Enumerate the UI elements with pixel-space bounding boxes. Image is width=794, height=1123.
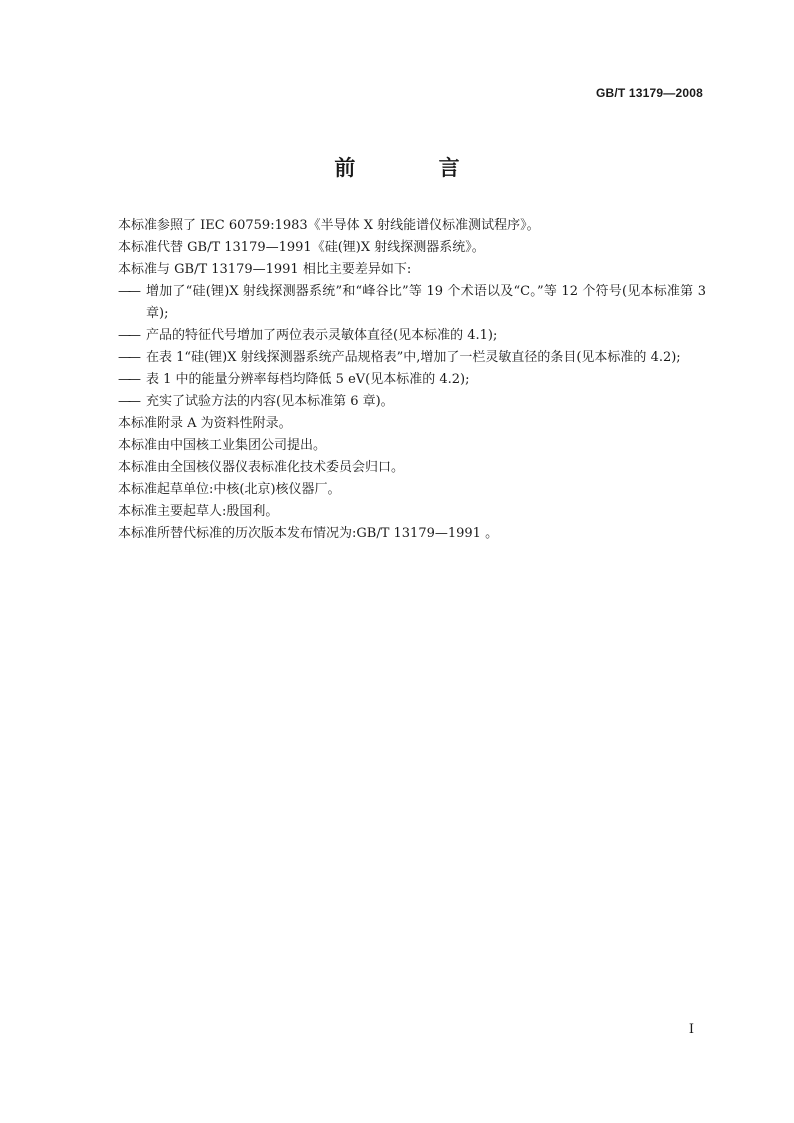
paragraph-committee: 本标准由全国核仪器仪表标准化技术委员会归口。 xyxy=(118,460,405,475)
list-dash: —— xyxy=(118,328,138,343)
list-dash: —— xyxy=(118,350,138,365)
paragraph-drafters: 本标准主要起草人:殷国利。 xyxy=(118,504,279,519)
list-dash: —— xyxy=(118,284,138,299)
paragraph-differences: 本标准与 GB/T 13179—1991 相比主要差异如下: xyxy=(118,262,412,277)
list-item-text: 在表 1“硅(锂)X 射线探测器系统产品规格表”中,增加了一栏灵敏直径的条目(见本标准的 4.2); xyxy=(146,350,681,365)
page-number: I xyxy=(688,1022,694,1037)
paragraph-history: 本标准所替代标准的历次版本发布情况为:GB/T 13179—1991 。 xyxy=(118,526,499,541)
list-item xyxy=(118,281,706,325)
list-item xyxy=(118,325,706,347)
list-item-text: 增加了“硅(锂)X 射线探测器系统”和“峰谷比”等 19 个术语以及“C。”等 12 个符号(见本标准第 3 章); xyxy=(146,284,706,321)
list-item-text: 产品的特征代号增加了两位表示灵敏体直径(见本标准的 4.1); xyxy=(146,328,498,343)
list-item xyxy=(118,347,706,369)
list-dash: —— xyxy=(118,394,138,409)
list-item-text: 表 1 中的能量分辨率每档均降低 5 eV(见本标准的 4.2); xyxy=(146,372,470,387)
standard-code: GB/T 13179—2008 xyxy=(595,86,703,100)
paragraph-drafting-unit: 本标准起草单位:中核(北京)核仪器厂。 xyxy=(118,482,341,497)
paragraph-appendix: 本标准附录 A 为资料性附录。 xyxy=(118,416,292,431)
paragraph-reference: 本标准参照了 IEC 60759:1983《半导体 X 射线能谱仪标准测试程序》。 xyxy=(118,218,540,233)
page-title: 前 言 xyxy=(334,156,498,180)
foreword-body xyxy=(118,215,706,545)
changes-list xyxy=(118,281,706,413)
list-item-text: 充实了试验方法的内容(见本标准第 6 章)。 xyxy=(146,394,394,409)
paragraph-replaces: 本标准代替 GB/T 13179—1991《硅(锂)X 射线探测器系统》。 xyxy=(118,240,485,255)
list-item xyxy=(118,391,706,413)
list-item xyxy=(118,369,706,391)
paragraph-proposer: 本标准由中国核工业集团公司提出。 xyxy=(118,438,327,453)
list-dash: —— xyxy=(118,372,138,387)
